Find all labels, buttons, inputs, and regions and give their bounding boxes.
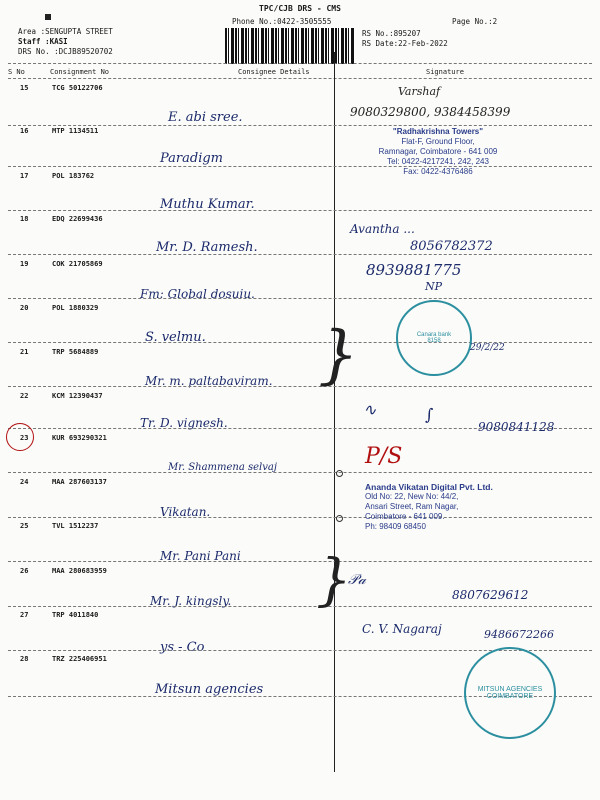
row-consignment: MAA 287603137 [52,478,107,486]
brace-mark: } [318,318,359,392]
column-separator [334,52,335,772]
stamp-line: Flat-F, Ground Floor, [401,137,475,146]
row-sno: 21 [20,348,29,356]
signature-scribble: ∿ [363,400,377,419]
row-consignee: E. abi sree. [168,110,243,125]
col-signature-header: Signature [426,68,464,76]
signature-phone: 9080841128 [478,420,555,434]
stamp-line: Ansari Street, Ram Nagar, [365,502,459,511]
page-number: Page No.:2 [452,17,498,26]
rs-date: RS Date:22-Feb-2022 [362,39,448,48]
row-sno: 15 [20,84,29,92]
row-sno: 20 [20,304,29,312]
row-consignee: Paradigm [160,151,224,166]
stamp-line: Ananda Vikatan Digital Pvt. Ltd. [365,482,493,492]
stamp-text: 8158 [427,338,441,344]
stamp-text: MITSUN AGENCIES [477,686,543,693]
col-consignment-header: Consignment No [50,68,110,76]
signature-scribble: 𝒫𝒶 [348,572,366,588]
row-sno: 19 [20,260,29,268]
signature-phone: 8807629612 [452,588,529,602]
row-sno: 24 [20,478,29,486]
row-divider [8,125,592,126]
row-consignment: TCG 50122706 [52,84,103,92]
punch-hole [336,470,343,477]
signature-phone: 8939881775 [366,261,462,279]
signature-name: Avantha ... [350,222,415,236]
row-consignment: TVL 1512237 [52,522,99,530]
punch-hole [336,515,343,522]
row-consignment: KCM 12390437 [52,392,103,400]
signature-mark: NP [425,280,443,293]
row-consignee: Fm: Global dosuiu. [140,287,255,301]
rs-number: RS No.:895207 [362,29,421,38]
row-divider [8,254,592,255]
red-ps-mark: P/S [365,444,403,469]
stamp-line: Ramnagar, Coimbatore - 641 009 [378,147,498,156]
row-consignment: MAA 280683959 [52,567,107,575]
row-divider [8,386,592,387]
area-label: Area :SENGUPTA STREET [18,27,113,36]
row-sno: 25 [20,522,29,530]
row-consignment: TRZ 225406951 [52,655,107,663]
header-divider [8,63,592,64]
corner-mark [45,14,51,20]
row-consignee: S. velmu. [145,330,206,345]
row-divider [8,561,592,562]
barcode [225,28,355,64]
row-sno: 26 [20,567,29,575]
signature-phone: 9486672266 [484,628,554,641]
stamp-line: Coimbatore - 641 009. [365,512,445,521]
col-consignee-header: Consignee Details [238,68,310,76]
row-sno: 16 [20,127,29,135]
row-consignment: MTP 1134511 [52,127,99,135]
document-title: TPC/CJB DRS - CMS [259,4,341,13]
row-sno: 22 [20,392,29,400]
row-divider [8,298,592,299]
colheader-divider [8,78,592,79]
row-divider [8,517,592,518]
row-divider [8,210,592,211]
drs-number: DRS No. :DCJB89520702 [18,47,113,56]
row-consignment: COK 21705869 [52,260,103,268]
stamp-text: Canara bank [416,332,452,338]
signature-scribble: ∫ [425,405,434,424]
row-sno: 18 [20,215,29,223]
staff-label: Staff :KASI [18,37,68,46]
row-consignment: TRP 5684889 [52,348,99,356]
row-consignment: POL 183762 [52,172,95,180]
stamp-line: Tel: 0422-4217241, 242, 243 [387,157,489,166]
brace-mark: } [316,548,352,613]
row-consignee: Mr. J. kingsly. [150,594,232,608]
stamp-line: Old No: 22, New No: 44/2, [365,492,459,501]
row-sno: 23 [20,434,29,442]
row-consignment: TRP 4011840 [52,611,99,619]
stamp-line: "Radhakrishna Towers" [392,127,484,136]
row-divider [8,606,592,607]
row-sno: 27 [20,611,29,619]
row-consignee: Mr. m. paltabaviram. [145,374,273,388]
signature-name: Varshaf [398,85,441,98]
canara-bank-stamp [396,300,472,376]
signature-phone: 9080329800, 9384458399 [350,105,511,119]
mitsun-agencies-stamp [464,647,556,739]
row-divider [8,472,592,473]
row-consignee: Muthu Kumar. [160,197,255,212]
row-consignment: KUR 693290321 [52,434,107,442]
row-consignee: Mitsun agencies [155,682,264,697]
col-sno-header: S No [8,68,25,76]
row-sno: 17 [20,172,29,180]
row-consignee: ys - Co [160,640,205,655]
row-consignment: EDQ 22699436 [52,215,103,223]
ananda-vikatan-stamp [365,482,493,532]
row-consignee: Tr. D. vignesh. [140,416,228,430]
signature-phone: 8056782372 [410,239,493,254]
stamp-line: Fax: 0422-4376486 [403,167,473,176]
row-consignee: Mr. Pani Pani [160,549,241,563]
row-consignee: Vikatan. [160,505,211,519]
stamp-line: Ph: 98409 68450 [365,522,426,531]
radhakrishna-stamp [358,127,518,177]
row-consignee: Mr. D. Ramesh. [156,240,258,255]
stamp-text: COIMBATORE [486,693,534,700]
row-sno: 28 [20,655,29,663]
phone-number: Phone No.:0422-3505555 [232,17,332,26]
signature-date: 29/2/22 [470,343,505,353]
row-consignment: POL 1880329 [52,304,99,312]
row-consignee: Mr. Shammena selvaj [168,462,277,473]
signature-name: C. V. Nagaraj [362,622,442,636]
